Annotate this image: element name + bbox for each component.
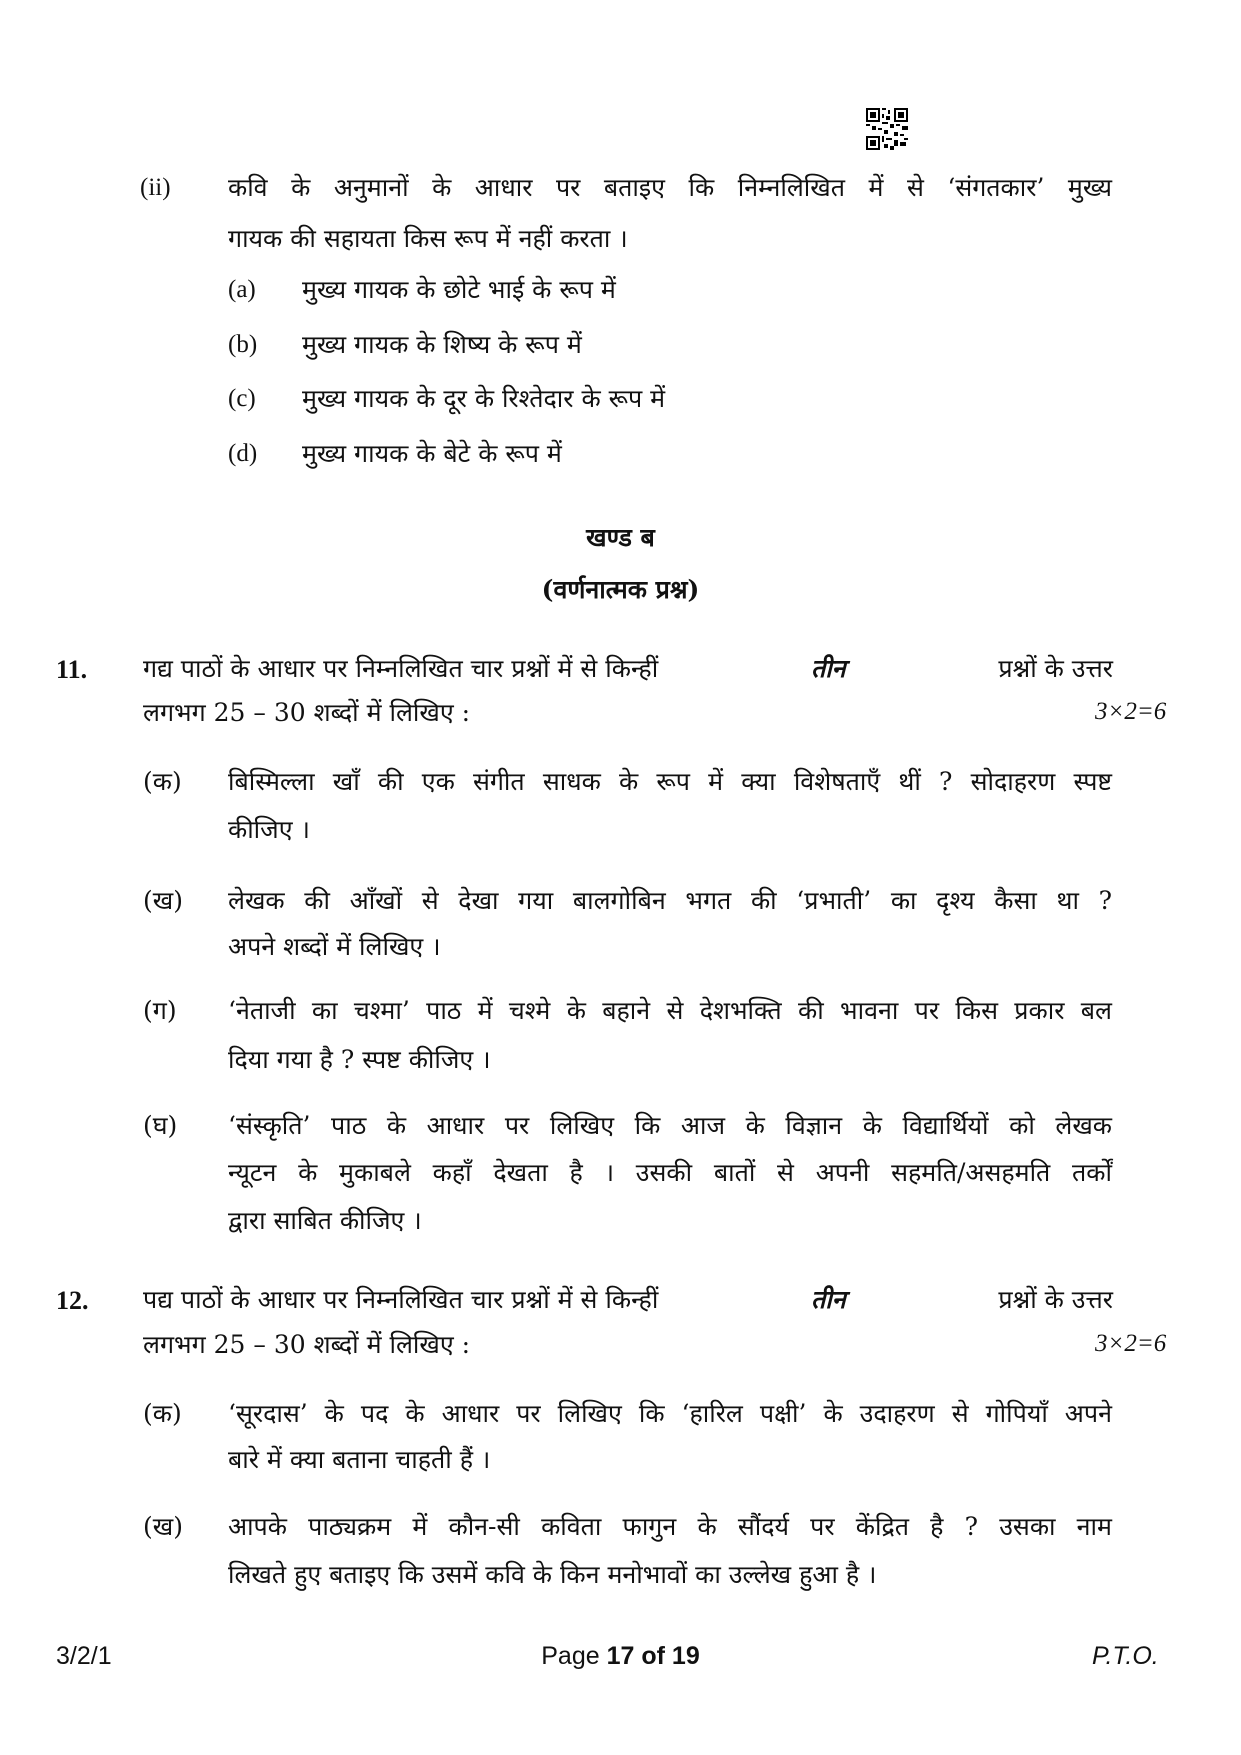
item-label: (ख) — [143, 886, 183, 915]
section-subtitle: (वर्णनात्मक प्रश्न) — [541, 575, 700, 604]
option-text: मुख्य गायक के छोटे भाई के रूप में — [302, 275, 616, 304]
item-label: (क) — [143, 1399, 182, 1428]
page-total: 19 — [671, 1642, 700, 1670]
option-label: (b) — [228, 331, 258, 358]
part-ii-label: (ii) — [140, 174, 171, 201]
item-text: न्यूटन के मुकाबले कहाँ देखता है । उसकी बातों से अपनी सहमति/असहमति तर्कों — [228, 1158, 1112, 1187]
item-label: (घ) — [143, 1111, 178, 1140]
question-number: 11. — [56, 655, 88, 684]
option-text: मुख्य गायक के शिष्य के रूप में — [302, 330, 582, 359]
q11-line1-pre: गद्य पाठों के आधार पर निम्नलिखित चार प्रश्नों में से किन्हीं — [143, 654, 659, 683]
item-text: अपने शब्दों में लिखिए । — [228, 932, 441, 961]
q12-marks: 3×2=6 — [1095, 1330, 1167, 1357]
item-text: लेखक की आँखों से देखा गया बालगोबिन भगत की ‘प्रभाती’ का दृश्य कैसा था ? — [228, 886, 1112, 915]
option-text: मुख्य गायक के बेटे के रूप में — [302, 439, 562, 468]
page-of: of — [641, 1642, 665, 1670]
item-text: दिया गया है ? स्पष्ट कीजिए । — [228, 1045, 491, 1074]
qr-code-icon — [866, 108, 908, 150]
option-label: (a) — [228, 276, 256, 303]
part-ii-text-line2: गायक की सहायता किस रूप में नहीं करता । — [228, 224, 628, 253]
option-label: (c) — [228, 385, 256, 412]
item-text: ‘नेताजी का चश्मा’ पाठ में चश्मे के बहाने से देशभक्ति की भावना पर किस प्रकार बल — [228, 996, 1112, 1025]
item-text: बिस्मिल्ला खाँ की एक संगीत साधक के रूप में क्या विशेषताएँ थीं ? सोदाहरण स्पष्ट — [228, 767, 1112, 796]
section-title: खण्ड ब — [586, 523, 655, 552]
item-label: (क) — [143, 767, 182, 796]
part-ii-text-line1: कवि के अनुमानों के आधार पर बताइए कि निम्नलिखित में से ‘संगतकार’ मुख्य — [228, 173, 1112, 202]
q12-emphasis: तीन — [811, 1285, 846, 1314]
item-label: (ख) — [143, 1512, 183, 1541]
q11-line1-post: प्रश्नों के उत्तर — [998, 654, 1113, 683]
q11-line2: लगभग 25 – 30 शब्दों में लिखिए : — [143, 698, 471, 727]
page-number — [0, 1642, 1241, 1671]
item-text: ‘संस्कृति’ पाठ के आधार पर लिखिए कि आज के विज्ञान के विद्यार्थियों को लेखक — [228, 1111, 1112, 1140]
q11-line1 — [143, 652, 1113, 686]
item-text: कीजिए । — [228, 815, 310, 844]
option-text: मुख्य गायक के दूर के रिश्तेदार के रूप में — [302, 384, 666, 413]
item-text: ‘सूरदास’ के पद के आधार पर लिखिए कि ‘हारिल पक्षी’ के उदाहरण से गोपियाँ अपने — [228, 1399, 1112, 1428]
q12-line1-post: प्रश्नों के उत्तर — [998, 1285, 1113, 1314]
page-prefix: Page — [541, 1642, 600, 1670]
item-text: द्वारा साबित कीजिए । — [228, 1206, 422, 1235]
item-text: लिखते हुए बताइए कि उसमें कवि के किन मनोभावों का उल्लेख हुआ है । — [228, 1560, 877, 1589]
paper-code: 3/2/1 — [56, 1642, 112, 1670]
page-current: 17 — [606, 1642, 635, 1670]
item-text: बारे में क्या बताना चाहती हैं । — [228, 1445, 491, 1474]
option-label: (d) — [228, 440, 258, 467]
q12-line1 — [143, 1283, 1113, 1317]
item-text: आपके पाठ्यक्रम में कौन-सी कविता फागुन के सौंदर्य पर केंद्रित है ? उसका नाम — [228, 1512, 1112, 1541]
q12-line2: लगभग 25 – 30 शब्दों में लिखिए : — [143, 1330, 471, 1359]
q11-emphasis: तीन — [810, 654, 846, 683]
item-label: (ग) — [143, 996, 177, 1025]
q12-line1-pre: पद्य पाठों के आधार पर निम्नलिखित चार प्रश्नों में से किन्हीं — [143, 1285, 659, 1314]
pto-label: P.T.O. — [1092, 1642, 1159, 1670]
question-number: 12. — [56, 1286, 89, 1315]
q11-marks: 3×2=6 — [1095, 698, 1167, 725]
